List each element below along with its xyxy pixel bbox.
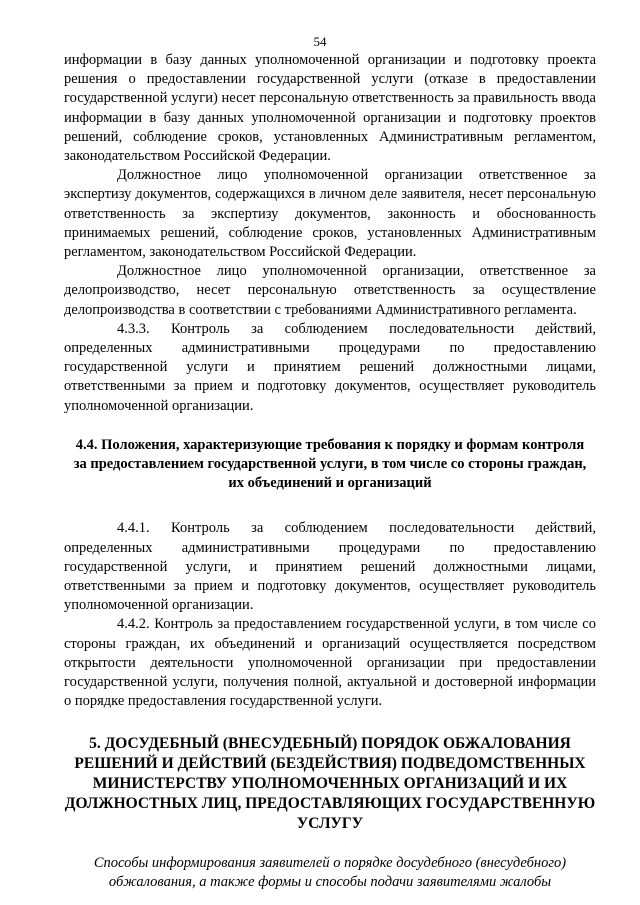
page-number: 54 xyxy=(313,34,327,49)
section-heading-5: 5. ДОСУДЕБНЫЙ (ВНЕСУДЕБНЫЙ) ПОРЯДОК ОБЖАЛОВАНИЯ РЕШЕНИЙ И ДЕЙСТВИЙ (БЕЗДЕЙСТВИЯ) ПОДВЕДОМСТВЕННЫХ МИНИСТЕРСТВУ УПОЛНОМОЧЕННЫХ ОРГАНИЗАЦИЙ И ИХ ДОЛЖНОСТНЫХ ЛИЦ, ПРЕДОСТАВЛЯЮЩИХ ГОСУДАРСТВЕННУЮ УСЛУГУ xyxy=(64,734,596,832)
page-content xyxy=(64,51,596,892)
section-heading-4-4: 4.4. Положения, характеризующие требования к порядку и формам контроля за предоставлением государственной услуги, в том числе со стороны граждан, их объединений и организаций xyxy=(73,436,587,492)
subsection-subtitle: Способы информирования заявителей о порядке досудебного (внесудебного) обжалования, а также формы и способы подачи заявителями жалобы xyxy=(93,854,567,890)
paragraph-4-4-2: 4.4.2. Контроль за предоставлением государственной услуги, в том числе со стороны граждан, их объединений и организаций осуществляется посредством открытости деятельности уполномоченной организации при предоставлении государственной услуги, получения полной, актуальной и достоверной информации о порядке предоставления государственной услуги. xyxy=(64,616,596,710)
paragraph-4-4-1: 4.4.1. Контроль за соблюдением последовательности действий, определенных административными процедурами по предоставлению государственной услуги, и принятием решений должностными лицами, ответственными за прием и подготовку документов, осуществляет руководитель уполномоченной организации. xyxy=(64,520,596,614)
paragraph-records-officer: Должностное лицо уполномоченной организации, ответственное за делопроизводство, несет персональную ответственность за осуществление делопроизводства в соответствии с требованиями Административного регламента. xyxy=(64,263,596,318)
paragraph-continuation: информации в базу данных уполномоченной организации и подготовку проекта решения о предоставлении государственной услуги (отказе в предоставлении государственной услуги) несет персональную ответственность за правильность ввода информации в базу данных уполномоченной организации и подготовку проектов решений, соблюдение сроков, установленных Административным регламентом, законодательством Российской Федерации. xyxy=(64,52,596,165)
paragraph-4-3-3: 4.3.3. Контроль за соблюдением последовательности действий, определенных административными процедурами по предоставлению государственной услуги и принятием решений должностными лицами, ответственными за прием и подготовку документов, осуществляет руководитель уполномоченной организации. xyxy=(64,320,596,414)
paragraph-expertise-officer: Должностное лицо уполномоченной организации ответственное за экспертизу документов, содержащихся в личном деле заявителя, несет персональную ответственность за экспертизу документов, законность и обоснованность принимаемых решений, соблюдение сроков, установленных Административным регламентом, законодательством Российской Федерации. xyxy=(64,167,596,261)
